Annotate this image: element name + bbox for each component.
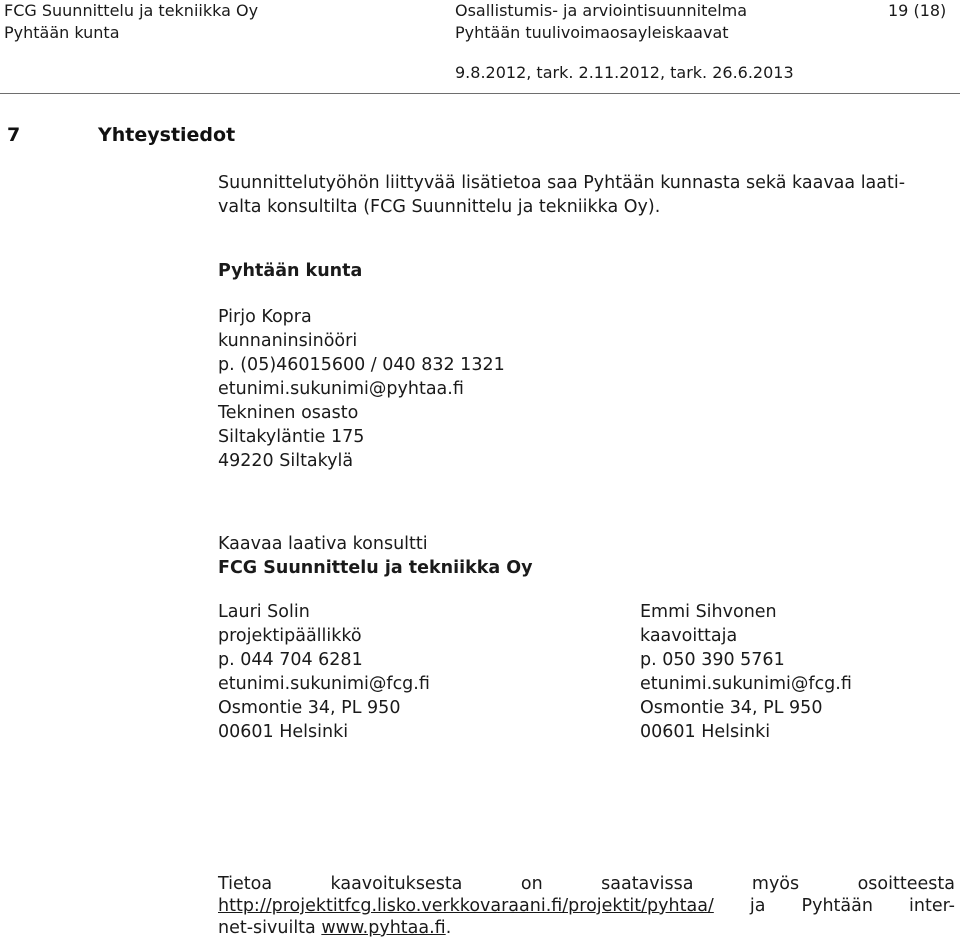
consultant-contact-left xyxy=(218,600,618,744)
footer-word: myös xyxy=(751,874,800,894)
contact-postal: 49220 Siltakylä xyxy=(218,451,354,471)
consultant-intro: Kaavaa laativa konsultti xyxy=(218,534,428,554)
contact-street: Osmontie 34, PL 950 xyxy=(218,698,401,718)
footer-word: Pyhtään xyxy=(801,896,873,916)
intro-line: valta konsultilta (FCG Suunnittelu ja tekniikka Oy). xyxy=(218,197,661,217)
footer-word: saatavissa xyxy=(601,874,694,894)
consultant-company: FCG Suunnittelu ja tekniikka Oy xyxy=(218,558,533,578)
header-company: FCG Suunnittelu ja tekniikka Oy xyxy=(4,1,259,20)
municipality-website-link[interactable]: www.pyhtaa.fi xyxy=(321,918,446,938)
contact-title: kunnaninsinööri xyxy=(218,331,358,351)
contact-title: projektipäällikkö xyxy=(218,626,362,646)
footer-paragraph xyxy=(218,873,955,939)
intro-line: Suunnittelutyöhön liittyvää lisätietoa saa Pyhtään kunnasta sekä kaavaa laati- xyxy=(218,173,906,193)
contact-email: etunimi.sukunimi@pyhtaa.fi xyxy=(218,379,464,399)
contact-email: etunimi.sukunimi@fcg.fi xyxy=(640,674,852,694)
footer-text: net-sivuilta xyxy=(218,918,322,938)
footer-word: inter- xyxy=(909,896,955,916)
footer-line xyxy=(218,873,955,895)
contact-name: Lauri Solin xyxy=(218,602,310,622)
header-project-title: Pyhtään tuulivoimaosayleiskaavat xyxy=(455,23,729,42)
header-page-number: 19 (18) xyxy=(888,1,947,20)
contact-phone: p. (05)46015600 / 040 832 1321 xyxy=(218,355,505,375)
contact-name: Emmi Sihvonen xyxy=(640,602,777,622)
footer-word: kaavoituksesta xyxy=(330,874,463,894)
contact-phone: p. 044 704 6281 xyxy=(218,650,363,670)
contact-title: kaavoittaja xyxy=(640,626,738,646)
footer-text: . xyxy=(445,918,452,938)
header-client: Pyhtään kunta xyxy=(4,23,120,42)
section-title: Yhteystiedot xyxy=(98,124,236,146)
footer-line xyxy=(218,895,955,917)
header-divider xyxy=(0,93,960,94)
footer-line xyxy=(218,917,955,939)
contact-name: Pirjo Kopra xyxy=(218,307,312,327)
footer-word: osoitteesta xyxy=(857,874,955,894)
contact-phone: p. 050 390 5761 xyxy=(640,650,785,670)
section-number: 7 xyxy=(7,124,21,146)
project-link[interactable]: http://projektitfcg.lisko.verkkovaraani.fi/projektit/pyhtaa/ xyxy=(218,896,714,916)
header-document-title: Osallistumis- ja arviointisuunnitelma xyxy=(455,1,748,20)
footer-word: Tietoa xyxy=(218,874,273,894)
contact-street: Siltakyläntie 175 xyxy=(218,427,365,447)
footer-word: on xyxy=(520,874,543,894)
contact-postal: 00601 Helsinki xyxy=(640,722,771,742)
contact-department: Tekninen osasto xyxy=(218,403,359,423)
contact-postal: 00601 Helsinki xyxy=(218,722,349,742)
intro-paragraph xyxy=(218,171,960,219)
contact-email: etunimi.sukunimi@fcg.fi xyxy=(218,674,430,694)
footer-word: ja xyxy=(749,896,766,916)
contact-street: Osmontie 34, PL 950 xyxy=(640,698,823,718)
consultant-contact-right xyxy=(640,600,958,744)
municipality-heading: Pyhtään kunta xyxy=(218,261,363,281)
header-date: 9.8.2012, tark. 2.11.2012, tark. 26.6.2013 xyxy=(455,63,794,82)
municipality-contact xyxy=(218,305,960,473)
